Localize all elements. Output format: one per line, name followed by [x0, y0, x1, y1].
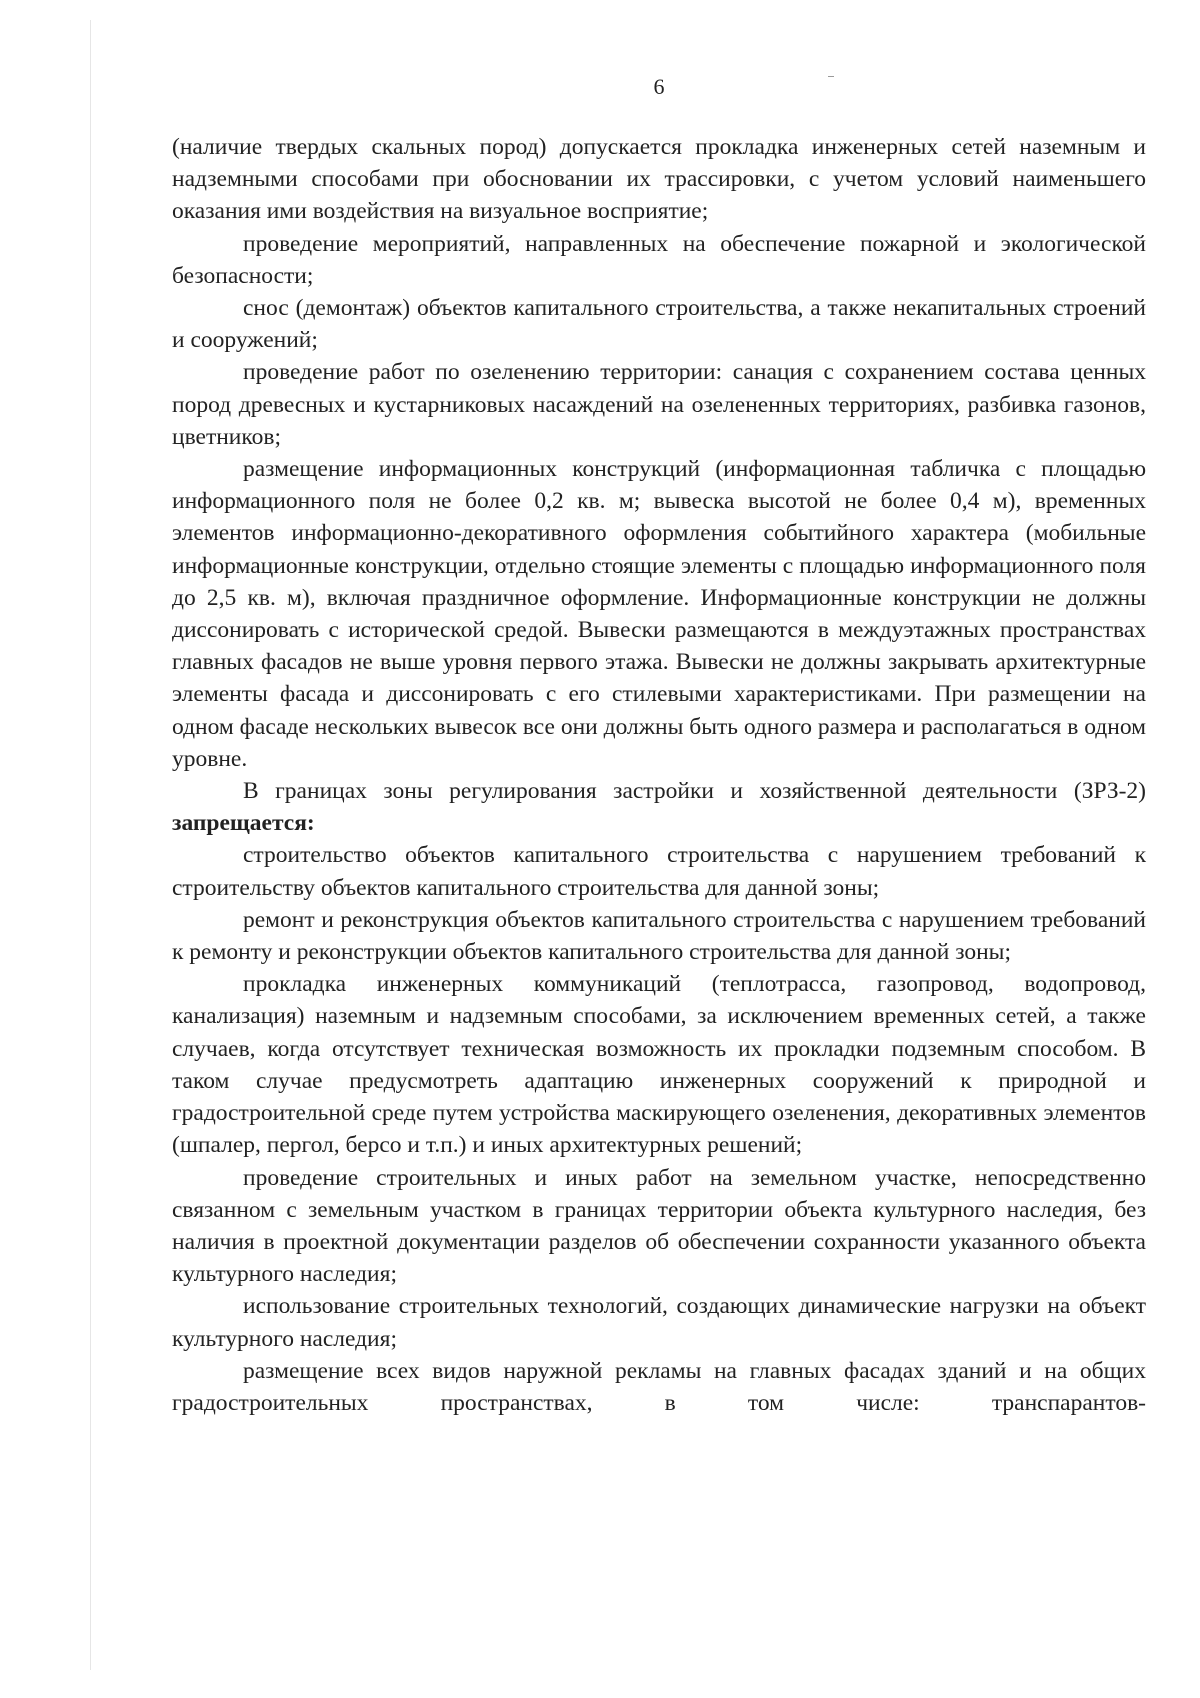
document-body	[172, 131, 1146, 1419]
paragraph: проведение строительных и иных работ на земельном участке, непосредственно связанном с земельным участком в границах территории объекта культурного наследия, без наличия в проектной документации разделов об обеспечении сохранности указанного объекта культурного наследия;	[172, 1164, 1146, 1288]
page-margin-line	[90, 20, 91, 1670]
paragraph: использование строительных технологий, создающих динамические нагрузки на объект культурного наследия;	[172, 1293, 1146, 1352]
paragraph: проведение работ по озеленению территории: санация с сохранением состава ценных пород древесных и кустарниковых насаждений на озелененных территориях, разбивка газонов, цветников;	[172, 359, 1146, 450]
page-number: 6	[653, 74, 665, 99]
paragraph: снос (демонтаж) объектов капитального строительства, а также некапитальных строений и сооружений;	[172, 295, 1146, 354]
paragraph: проведение мероприятий, направленных на обеспечение пожарной и экологической безопасности;	[172, 230, 1146, 289]
prohibited-heading: запрещается:	[172, 810, 315, 837]
zone-lead-text: В границах зоны регулирования застройки и хозяйственной деятельности (ЗРЗ-2)	[243, 778, 1146, 805]
paragraph: ремонт и реконструкция объектов капитального строительства с нарушением требований к ремонту и реконструкции объектов капитального строительства для данной зоны;	[172, 906, 1146, 966]
paragraph: строительство объектов капитального строительства с нарушением требований к строительству объектов капитального строительства для данной зоны;	[172, 842, 1146, 901]
scan-speck	[828, 76, 834, 77]
paragraph: размещение всех видов наружной рекламы на главных фасадах зданий и на общих градостроительных пространствах, в том числе: транспарантов-	[172, 1357, 1146, 1416]
paragraph: прокладка инженерных коммуникаций (теплотрасса, газопровод, водопровод, канализация) наземным и надземным способами, за исключением временных сетей, а также случаев, когда отсутствует техническая возможность их прокладки подземным способом. В таком случае предусмотреть адаптацию инженерных сооружений к природной и градостроительной среде путем устройства маскирующего озеленения, декоративных элементов (шпалер, пергол, берсо и т.п.) и иных архитектурных решений;	[172, 971, 1146, 1159]
zone-paragraph	[172, 775, 1146, 839]
paragraph: (наличие твердых скальных пород) допускается прокладка инженерных сетей наземным и надземными способами при обосновании их трассировки, с учетом условий наименьшего оказания ими воздействия на визуальное восприятие;	[172, 134, 1146, 225]
paragraph: размещение информационных конструкций (информационная табличка с площадью информационного поля не более 0,2 кв. м; вывеска высотой не более 0,4 м), временных элементов информационно-декоративного оформления событийного характера (мобильные информационные конструкции, отдельно стоящие элементы с площадью информационного поля до 2,5 кв. м), включая праздничное оформление. Информационные конструкции не должны диссонировать с исторической средой. Вывески размещаются в междуэтажных пространствах главных фасадов не выше уровня первого этажа. Вывески не должны закрывать архитектурные элементы фасада и диссонировать с его стилевыми характеристиками. При размещении на одном фасаде нескольких вывесок все они должны быть одного размера и располагаться в одном уровне.	[172, 456, 1146, 772]
